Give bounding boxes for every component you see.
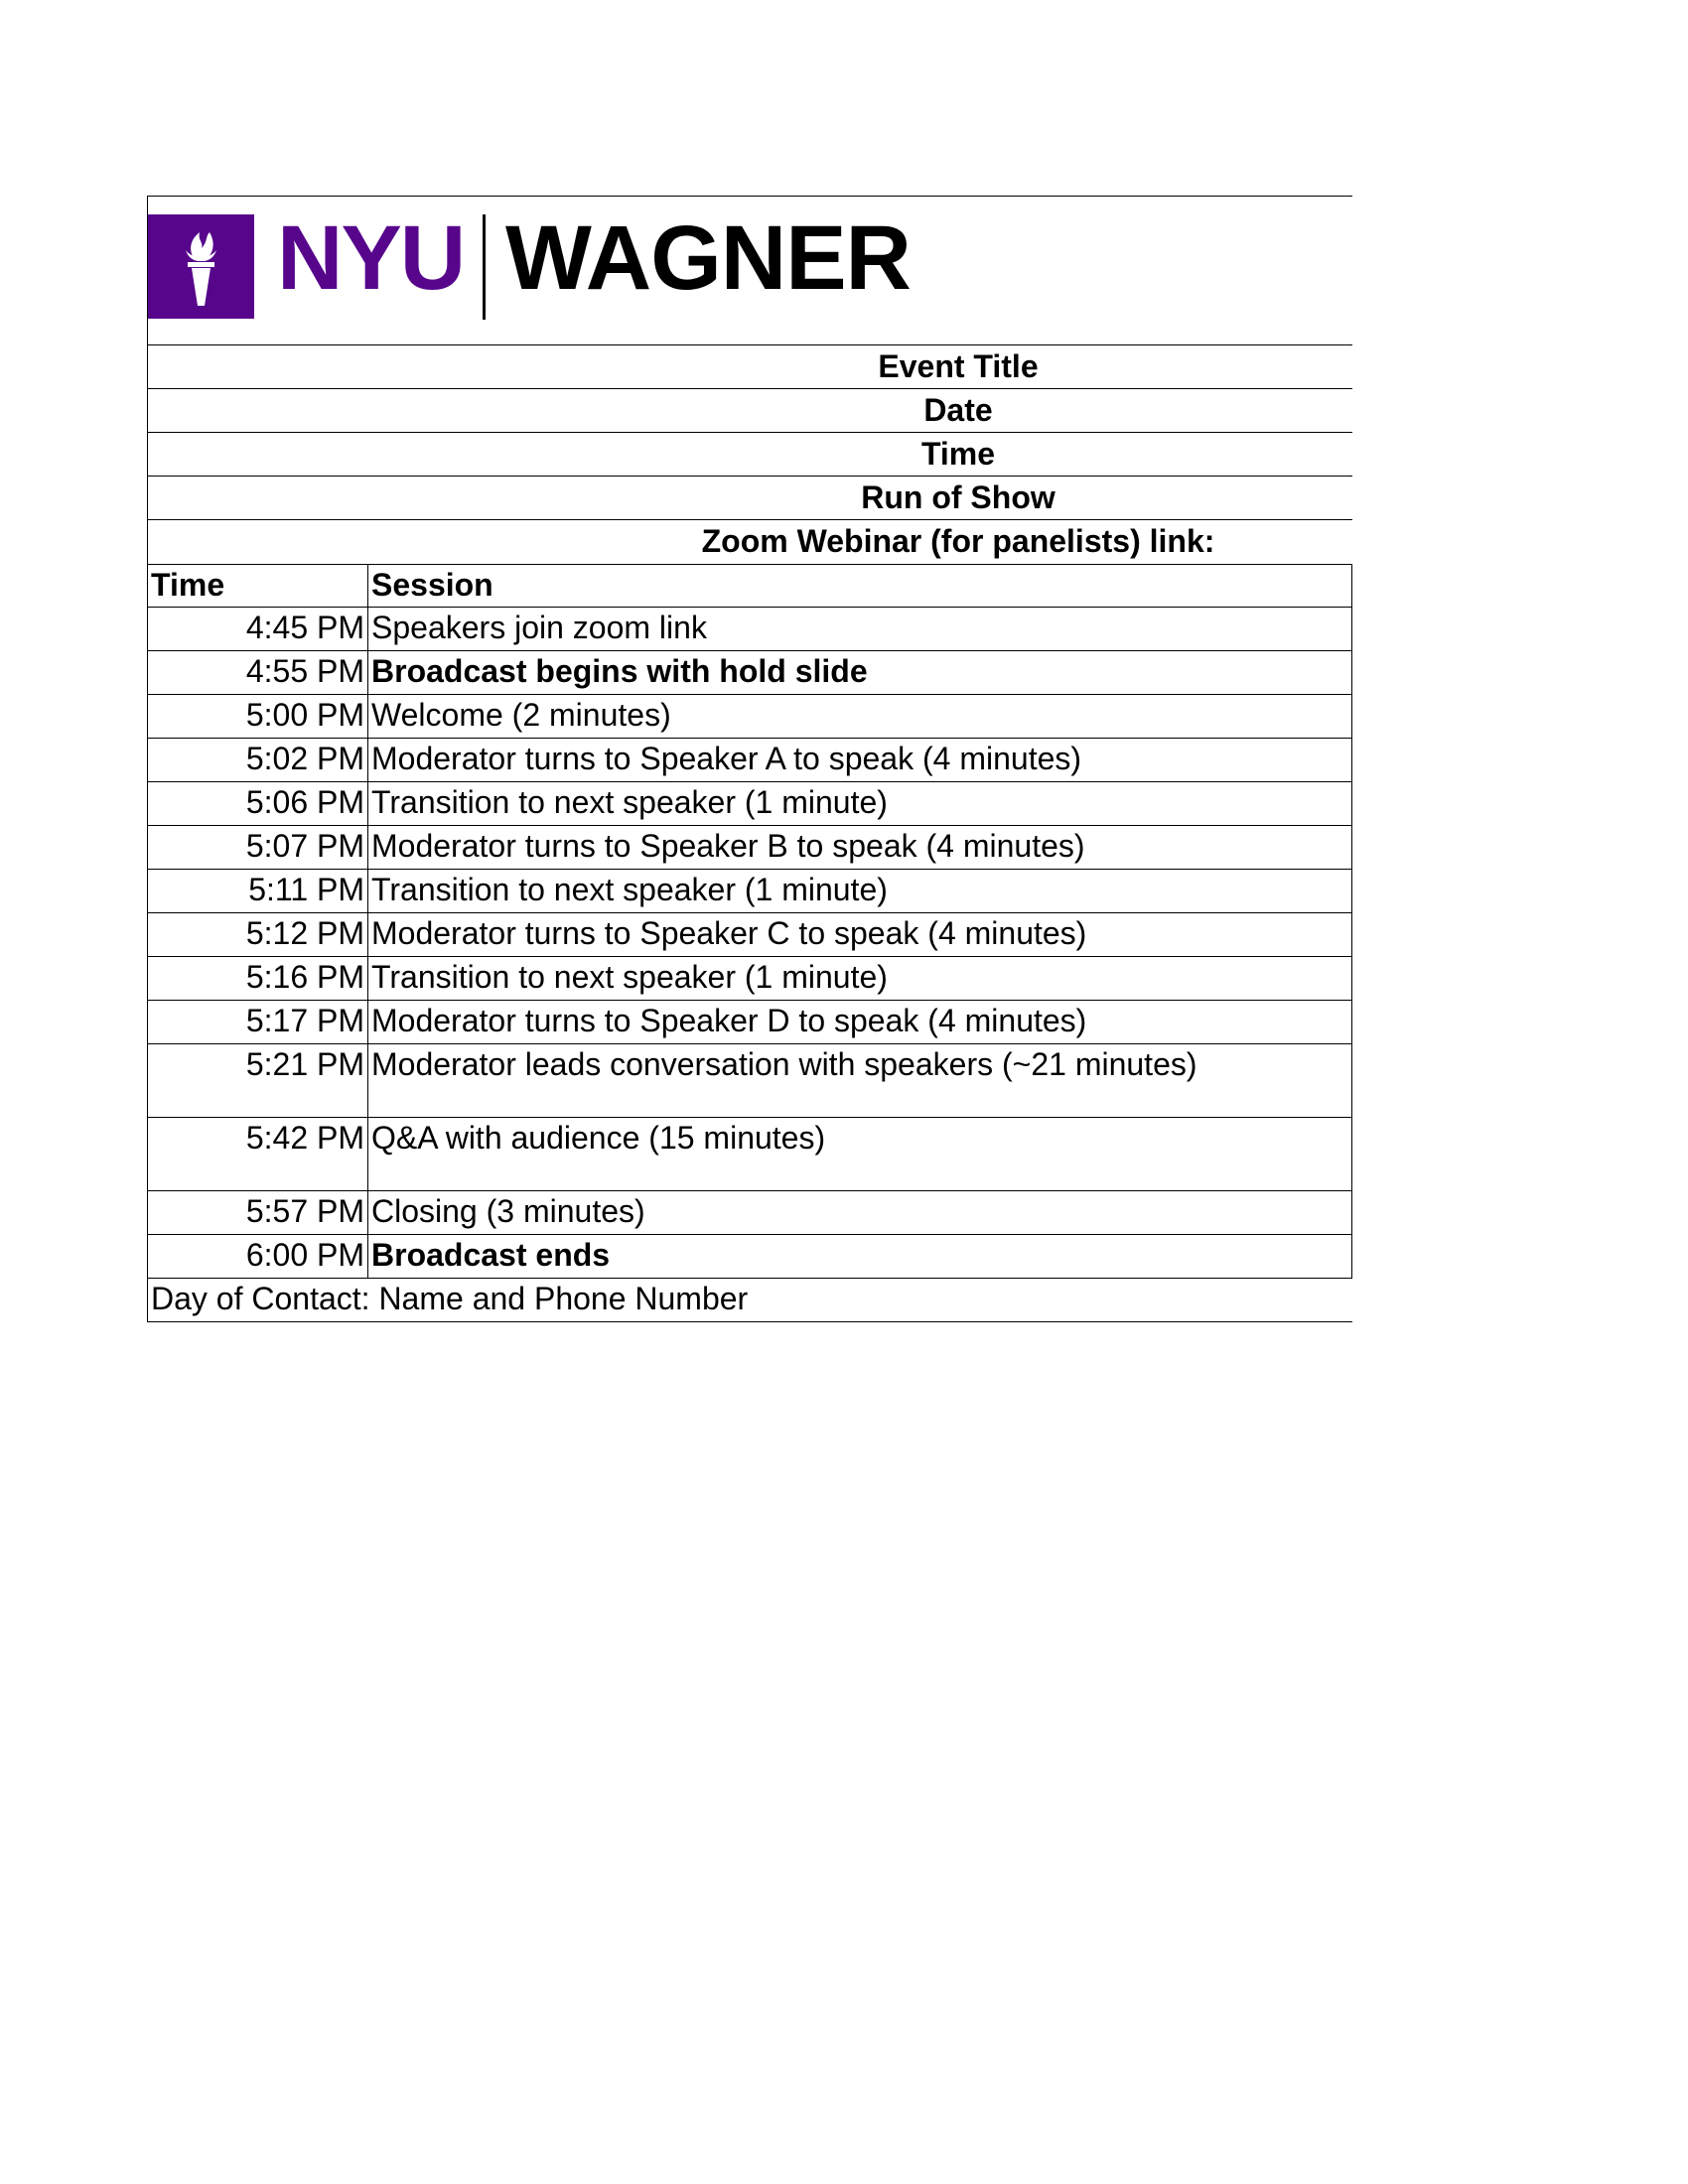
time-row <box>147 433 1352 477</box>
logo-nyu-text: NYU <box>277 207 465 309</box>
table-row <box>147 913 1352 957</box>
table-header-row <box>147 564 1352 608</box>
row-time: 4:55 PM <box>148 651 368 694</box>
column-header-time: Time <box>148 565 368 607</box>
event-date: Date <box>923 392 993 428</box>
table-row <box>147 1118 1352 1191</box>
row-time: 5:21 PM <box>148 1044 368 1117</box>
row-session: Speakers join zoom link <box>371 610 707 645</box>
row-session: Moderator turns to Speaker C to speak (4 minutes) <box>371 915 1087 951</box>
row-session: Transition to next speaker (1 minute) <box>371 784 888 820</box>
row-time: 5:57 PM <box>148 1191 368 1234</box>
table-row <box>147 870 1352 913</box>
row-time: 5:00 PM <box>148 695 368 738</box>
row-session: Transition to next speaker (1 minute) <box>371 872 888 907</box>
run-of-show-title: Run of Show <box>861 479 1055 515</box>
row-time: 5:12 PM <box>148 913 368 956</box>
row-time: 5:11 PM <box>148 870 368 912</box>
row-time: 5:06 PM <box>148 782 368 825</box>
row-time: 5:16 PM <box>148 957 368 1000</box>
row-session: Moderator turns to Speaker A to speak (4 minutes) <box>371 741 1082 776</box>
event-time: Time <box>920 436 996 472</box>
zoom-link-label: Zoom Webinar (for panelists) link: <box>701 523 1215 559</box>
row-session: Moderator turns to Speaker D to speak (4 minutes) <box>371 1003 1087 1038</box>
run-of-show-sheet <box>147 196 1352 1322</box>
table-row <box>147 1191 1352 1235</box>
row-time: 5:07 PM <box>148 826 368 869</box>
row-time: 6:00 PM <box>148 1235 368 1278</box>
table-row <box>147 826 1352 870</box>
row-session: Moderator leads conversation with speakers (~21 minutes) <box>371 1046 1197 1082</box>
row-session: Closing (3 minutes) <box>371 1193 645 1229</box>
row-time: 4:45 PM <box>148 608 368 650</box>
table-row <box>147 695 1352 739</box>
row-time: 5:02 PM <box>148 739 368 781</box>
column-header-session: Session <box>371 567 493 603</box>
row-time: 5:17 PM <box>148 1001 368 1043</box>
day-of-contact: Day of Contact: Name and Phone Number <box>147 1279 1352 1322</box>
table-row <box>147 957 1352 1001</box>
row-session: Moderator turns to Speaker B to speak (4 minutes) <box>371 828 1085 864</box>
table-row <box>147 1044 1352 1118</box>
logo-wagner-text: WAGNER <box>505 207 911 309</box>
table-row <box>147 1235 1352 1279</box>
row-session: Q&A with audience (15 minutes) <box>371 1120 826 1156</box>
zoom-link-row <box>147 520 1352 564</box>
logo-divider <box>483 214 486 320</box>
run-of-show-row <box>147 477 1352 520</box>
row-session: Broadcast ends <box>371 1237 611 1273</box>
date-row <box>147 389 1352 433</box>
logo-row <box>147 196 1352 345</box>
row-session: Welcome (2 minutes) <box>371 697 671 733</box>
event-title: Event Title <box>878 348 1039 384</box>
table-row <box>147 651 1352 695</box>
table-row <box>147 1001 1352 1044</box>
torch-icon <box>148 214 254 319</box>
table-row <box>147 739 1352 782</box>
row-session: Transition to next speaker (1 minute) <box>371 959 888 995</box>
table-row <box>147 608 1352 651</box>
event-title-row <box>147 345 1352 389</box>
table-row <box>147 782 1352 826</box>
row-time: 5:42 PM <box>148 1118 368 1190</box>
row-session: Broadcast begins with hold slide <box>371 653 868 689</box>
